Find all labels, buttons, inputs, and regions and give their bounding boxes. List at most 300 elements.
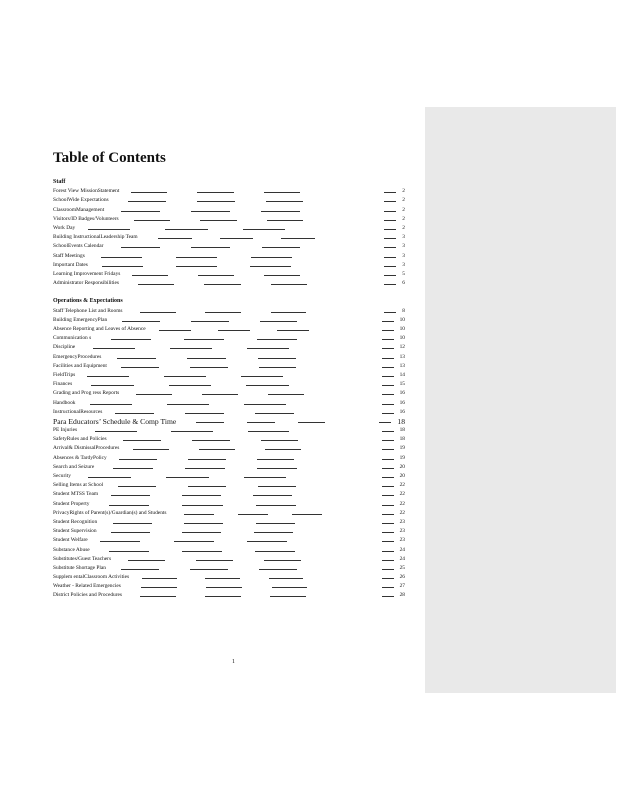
leader-line <box>238 514 268 515</box>
toc-entry-title: Supplem entalClassroom Activities <box>53 574 130 581</box>
leader-line <box>122 321 160 322</box>
leader-line <box>166 477 209 478</box>
toc-entry-page: 20 <box>399 473 405 479</box>
leader-line <box>133 449 169 450</box>
toc-entry-page: 22 <box>399 509 405 516</box>
toc-entry-page: 3 <box>402 234 405 241</box>
leader-line <box>246 385 289 386</box>
toc-entry[interactable] <box>53 353 405 362</box>
toc-entry-page: 26 <box>399 574 405 581</box>
toc-entry-page: 19 <box>399 454 405 461</box>
toc-entry-title: Building EmergencyPlan <box>53 316 108 323</box>
toc-entry[interactable] <box>53 500 405 509</box>
leader-line <box>100 541 140 542</box>
leader-line <box>382 505 394 506</box>
toc-entry-title: Student MTSS Team <box>53 491 99 498</box>
toc-entry[interactable] <box>53 399 405 408</box>
toc-entry-title: Discipline <box>53 344 76 351</box>
leader-line <box>271 284 307 285</box>
leader-line <box>197 192 233 193</box>
leader-line <box>270 596 306 597</box>
leader-line <box>382 440 394 441</box>
leader-line <box>170 348 212 349</box>
toc-entry[interactable] <box>53 573 405 582</box>
leader-line <box>254 532 293 533</box>
toc-entry[interactable] <box>53 224 405 233</box>
leader-line <box>382 339 394 340</box>
toc-entry-title: Weather - Related Emergencies <box>53 583 121 590</box>
toc-entry[interactable] <box>53 187 405 196</box>
leader-line <box>257 339 297 340</box>
leader-line <box>93 348 135 349</box>
leader-line <box>256 505 296 506</box>
toc-entry-title: Arrival& DismissalProcedures <box>53 445 120 452</box>
toc-entry-title: Administrator Responsibilities <box>53 280 120 287</box>
toc-entry-title: PE Injuries <box>53 427 78 434</box>
toc-entry-page: 10 <box>399 326 405 332</box>
toc-entry-title: Student Welfare <box>53 537 88 544</box>
toc-entry[interactable] <box>53 408 405 417</box>
toc-entry[interactable] <box>53 509 405 518</box>
leader-line <box>382 385 394 386</box>
leader-line <box>191 321 229 322</box>
leader-line <box>131 192 167 193</box>
toc-entry[interactable] <box>53 454 405 463</box>
leader-line <box>191 247 230 248</box>
toc-entry-title: Selling Items at School <box>53 482 104 489</box>
leader-line <box>382 431 394 432</box>
toc-entry-page: 2 <box>402 224 405 231</box>
leader-line <box>382 468 394 469</box>
toc-entry-page: 10 <box>399 335 405 342</box>
leader-line <box>384 211 396 212</box>
leader-line <box>261 440 299 441</box>
leader-line <box>185 468 225 469</box>
toc-entry[interactable] <box>53 481 405 490</box>
leader-line <box>382 459 394 460</box>
toc-entry-title: FieldTrips <box>53 371 76 378</box>
leader-line <box>174 541 214 542</box>
toc-entry-title: Security <box>53 473 71 479</box>
leader-line <box>185 413 224 414</box>
leader-line <box>121 247 160 248</box>
toc-entry-title: ClassroomManagement <box>53 206 105 213</box>
toc-entry-page: 22 <box>399 482 405 489</box>
toc-entry[interactable] <box>53 307 405 316</box>
leader-line <box>191 211 230 212</box>
toc-entry-title: PrivacyRights of Parent(s)/Guardian(s) and Students <box>53 509 167 516</box>
leader-line <box>257 468 297 469</box>
toc-entry[interactable] <box>53 564 405 573</box>
toc-entry[interactable] <box>53 435 405 444</box>
toc-entry[interactable] <box>53 242 405 251</box>
toc-entry-title: District Policies and Procedures <box>53 592 123 599</box>
leader-line <box>121 569 159 570</box>
toc-entry-title: Building InstructionalLeadership Team <box>53 234 138 241</box>
leader-line <box>384 220 396 221</box>
toc-entry-page: 20 <box>399 463 405 470</box>
leader-line <box>382 358 394 359</box>
toc-entry-title: SchoolEvents Calendar <box>53 243 104 250</box>
toc-entry-page: 22 <box>399 491 405 498</box>
leader-line <box>262 247 301 248</box>
toc-entry-title: SchoolWide Expectations <box>53 197 109 204</box>
toc-entry-page: 18 <box>399 427 405 434</box>
toc-entry-page: 8 <box>402 307 405 314</box>
leader-line <box>267 220 303 221</box>
toc-entry-title: Substance Abuse <box>53 546 90 553</box>
toc-entry[interactable] <box>53 527 405 536</box>
toc-entry[interactable] <box>53 325 405 334</box>
toc-entry-page: 13 <box>399 362 405 369</box>
toc-entry-page: 2 <box>402 206 405 213</box>
toc-entry-page: 19 <box>399 445 405 452</box>
toc-entry-title: Para Educators’ Schedule & Comp Time <box>53 416 177 426</box>
toc-entry-page: 25 <box>399 564 405 571</box>
leader-line <box>264 560 301 561</box>
toc-entry[interactable] <box>53 472 405 481</box>
page-number: 1 <box>232 659 235 665</box>
leader-line <box>184 514 214 515</box>
toc-entry-title: Important Dates <box>53 261 88 268</box>
leader-line <box>384 192 396 193</box>
toc-entry-title: EmergencyProcedures <box>53 353 102 360</box>
leader-line <box>244 404 286 405</box>
leader-line <box>256 523 295 524</box>
leader-line <box>382 330 394 331</box>
leader-line <box>384 312 396 313</box>
toc-entry-title: Forest View MissionStatement <box>53 188 120 195</box>
leader-line <box>298 422 326 423</box>
toc-entry[interactable] <box>53 371 405 380</box>
leader-line <box>204 284 240 285</box>
toc-entry-title: Absences & TardyPolicy <box>53 454 107 461</box>
toc-entry[interactable] <box>53 362 405 371</box>
leader-line <box>384 201 396 202</box>
leader-line <box>382 394 394 395</box>
toc-entry[interactable] <box>53 536 405 545</box>
toc-entry-page: 13 <box>399 353 405 360</box>
leader-line <box>167 404 209 405</box>
toc-entry-title: Staff Meetings <box>53 252 85 259</box>
toc-entry[interactable] <box>53 582 405 591</box>
leader-line <box>164 376 206 377</box>
leader-line <box>202 394 238 395</box>
toc-entry[interactable] <box>53 270 405 279</box>
leader-line <box>158 238 192 239</box>
toc-entry-page: 12 <box>399 344 405 351</box>
leader-line <box>271 312 307 313</box>
toc-entry[interactable] <box>53 261 405 270</box>
toc-entry-page: 15 <box>399 381 405 388</box>
toc-entry[interactable] <box>53 334 405 343</box>
toc-entry[interactable] <box>53 252 405 261</box>
leader-line <box>382 404 394 405</box>
toc-section-heading: Staff <box>53 179 66 185</box>
toc-entry[interactable] <box>53 389 405 398</box>
toc-entry-page: 16 <box>399 408 405 415</box>
leader-line <box>247 541 287 542</box>
leader-line <box>384 247 396 248</box>
leader-line <box>382 495 394 496</box>
leader-line <box>176 266 217 267</box>
leader-line <box>384 266 396 267</box>
leader-line <box>257 459 295 460</box>
toc-entry-title: Finances <box>53 381 73 388</box>
toc-entry[interactable] <box>53 316 405 325</box>
leader-line <box>169 385 212 386</box>
leader-line <box>184 339 224 340</box>
toc-entry-page: 23 <box>399 518 405 525</box>
toc-entry-page: 22 <box>399 500 405 507</box>
leader-line <box>251 257 292 258</box>
leader-line <box>109 551 149 552</box>
toc-entry-title: Substitute Shortage Plan <box>53 564 107 571</box>
toc-entry[interactable] <box>53 426 405 435</box>
leader-line <box>205 596 241 597</box>
toc-entry[interactable] <box>53 490 405 499</box>
toc-entry-page: 24 <box>399 546 405 553</box>
toc-entry[interactable] <box>53 591 405 600</box>
leader-line <box>165 229 207 230</box>
leader-line <box>118 486 156 487</box>
leader-line <box>247 422 275 423</box>
leader-line <box>382 560 394 561</box>
leader-line <box>382 321 394 322</box>
toc-entry-page: 18 <box>397 416 405 426</box>
leader-line <box>113 523 152 524</box>
leader-line <box>244 477 287 478</box>
leader-line <box>277 330 309 331</box>
toc-entry-page: 16 <box>399 399 405 406</box>
leader-line <box>142 578 177 579</box>
leader-line <box>182 532 221 533</box>
leader-line <box>184 523 223 524</box>
toc-entry-page: 2 <box>402 188 405 195</box>
leader-line <box>132 275 168 276</box>
leader-line <box>190 367 228 368</box>
leader-line <box>188 459 226 460</box>
leader-line <box>265 449 301 450</box>
toc-entry-title: Absence Reporting and Leaves of Absence <box>53 326 146 332</box>
leader-line <box>253 495 292 496</box>
leader-line <box>382 348 394 349</box>
leader-line <box>266 201 304 202</box>
toc-entry-title: Staff Telephone List and Rooms <box>53 307 123 314</box>
toc-entry-page: 23 <box>399 528 405 535</box>
leader-line <box>218 330 250 331</box>
leader-line <box>281 238 315 239</box>
toc-entry-page: 27 <box>399 583 405 590</box>
leader-line <box>382 413 394 414</box>
leader-line <box>382 532 394 533</box>
leader-line <box>198 275 234 276</box>
leader-line <box>205 578 240 579</box>
leader-line <box>115 413 154 414</box>
comment-pane <box>425 107 616 693</box>
leader-line <box>111 495 150 496</box>
leader-line <box>121 367 159 368</box>
leader-line <box>187 358 226 359</box>
leader-line <box>258 486 296 487</box>
leader-line <box>258 358 297 359</box>
leader-line <box>382 578 394 579</box>
leader-line <box>382 486 394 487</box>
leader-line <box>205 312 241 313</box>
leader-line <box>382 587 394 588</box>
leader-line <box>382 449 394 450</box>
leader-line <box>220 238 254 239</box>
toc-entry-page: 2 <box>402 197 405 204</box>
toc-entry-title: Visitors/ID Badges/Volunteers <box>53 215 119 222</box>
toc-entry[interactable] <box>53 417 405 426</box>
table-of-contents <box>53 178 405 601</box>
leader-line <box>95 431 137 432</box>
leader-line <box>88 477 131 478</box>
toc-entry[interactable] <box>53 233 405 242</box>
leader-line <box>384 238 396 239</box>
toc-entry[interactable] <box>53 196 405 205</box>
leader-line <box>255 413 294 414</box>
leader-line <box>384 284 396 285</box>
leader-line <box>176 257 217 258</box>
toc-entry-page: 3 <box>402 252 405 259</box>
leader-line <box>136 394 172 395</box>
leader-line <box>264 275 300 276</box>
leader-line <box>382 523 394 524</box>
toc-entry-title: Work Day <box>53 224 76 231</box>
toc-entry-page: 3 <box>402 261 405 268</box>
toc-entry[interactable] <box>53 279 405 288</box>
leader-line <box>91 385 134 386</box>
leader-line <box>269 578 304 579</box>
leader-line <box>87 376 129 377</box>
leader-line <box>88 229 130 230</box>
leader-line <box>190 569 228 570</box>
toc-entry[interactable] <box>53 546 405 555</box>
leader-line <box>121 211 160 212</box>
toc-entry-title: Communication s <box>53 335 92 342</box>
leader-line <box>141 587 177 588</box>
toc-entry[interactable] <box>53 343 405 352</box>
toc-entry-page: 6 <box>402 280 405 287</box>
leader-line <box>241 376 283 377</box>
page-title: Table of Contents <box>53 150 166 166</box>
leader-line <box>200 220 236 221</box>
leader-line <box>128 201 166 202</box>
leader-line <box>260 321 298 322</box>
leader-line <box>188 486 226 487</box>
leader-line <box>292 514 322 515</box>
leader-line <box>268 394 304 395</box>
leader-line <box>255 551 295 552</box>
leader-line <box>272 587 308 588</box>
leader-line <box>199 449 235 450</box>
toc-entry-page: 3 <box>402 243 405 250</box>
toc-entry-title: Search and Seizure <box>53 463 95 470</box>
toc-entry-page: 5 <box>402 270 405 277</box>
leader-line <box>138 284 174 285</box>
toc-section-heading: Operations & Expectations <box>53 298 123 305</box>
leader-line <box>140 596 176 597</box>
toc-entry[interactable] <box>53 518 405 527</box>
toc-entry[interactable] <box>53 215 405 224</box>
leader-line <box>206 587 242 588</box>
toc-entry[interactable] <box>53 380 405 389</box>
leader-line <box>171 431 213 432</box>
leader-line <box>384 229 396 230</box>
toc-entry-title: Handbook <box>53 399 76 406</box>
leader-line <box>196 422 224 423</box>
leader-line <box>379 422 391 423</box>
toc-entry-page: 16 <box>399 390 405 397</box>
leader-line <box>382 376 394 377</box>
section-spacer <box>53 288 405 297</box>
leader-line <box>134 220 170 221</box>
leader-line <box>109 505 149 506</box>
leader-line <box>140 312 176 313</box>
toc-entry-title: Student Property <box>53 500 90 507</box>
leader-line <box>382 596 394 597</box>
leader-line <box>243 229 285 230</box>
toc-entry-title: InstructionalResources <box>53 408 103 415</box>
toc-entry[interactable] <box>53 444 405 453</box>
leader-line <box>102 266 143 267</box>
leader-line <box>382 367 394 368</box>
leader-line <box>182 551 222 552</box>
toc-entry-page: 2 <box>402 215 405 222</box>
leader-line <box>101 257 142 258</box>
leader-line <box>248 431 290 432</box>
toc-entry-page: 18 <box>399 436 405 443</box>
leader-line <box>90 404 132 405</box>
leader-line <box>264 192 300 193</box>
leader-line <box>113 468 153 469</box>
leader-line <box>192 440 230 441</box>
leader-line <box>159 330 191 331</box>
toc-entry[interactable] <box>53 463 405 472</box>
leader-line <box>247 348 289 349</box>
leader-line <box>382 514 394 515</box>
leader-line <box>384 257 396 258</box>
leader-line <box>182 495 221 496</box>
leader-line <box>111 339 151 340</box>
leader-line <box>128 560 165 561</box>
toc-entry-title: Grading and Prog ress Reports <box>53 390 120 397</box>
leader-line <box>250 266 291 267</box>
leader-line <box>196 560 233 561</box>
leader-line <box>117 358 156 359</box>
leader-line <box>182 505 222 506</box>
toc-entry-page: 24 <box>399 555 405 562</box>
toc-entry-page: 23 <box>399 537 405 544</box>
leader-line <box>261 211 300 212</box>
toc-entry[interactable] <box>53 555 405 564</box>
leader-line <box>384 275 396 276</box>
leader-line <box>123 440 161 441</box>
leader-line <box>382 477 394 478</box>
leader-line <box>197 201 235 202</box>
toc-entry-page: 14 <box>399 371 405 378</box>
toc-entry-title: Learning Improvement Fridays <box>53 270 121 277</box>
leader-line <box>259 569 297 570</box>
leader-line <box>259 367 297 368</box>
toc-entry-title: SafetyRules and Policies <box>53 436 107 443</box>
toc-entry[interactable] <box>53 206 405 215</box>
leader-line <box>119 459 157 460</box>
toc-entry-title: Student Recognition <box>53 518 98 525</box>
leader-line <box>111 532 150 533</box>
